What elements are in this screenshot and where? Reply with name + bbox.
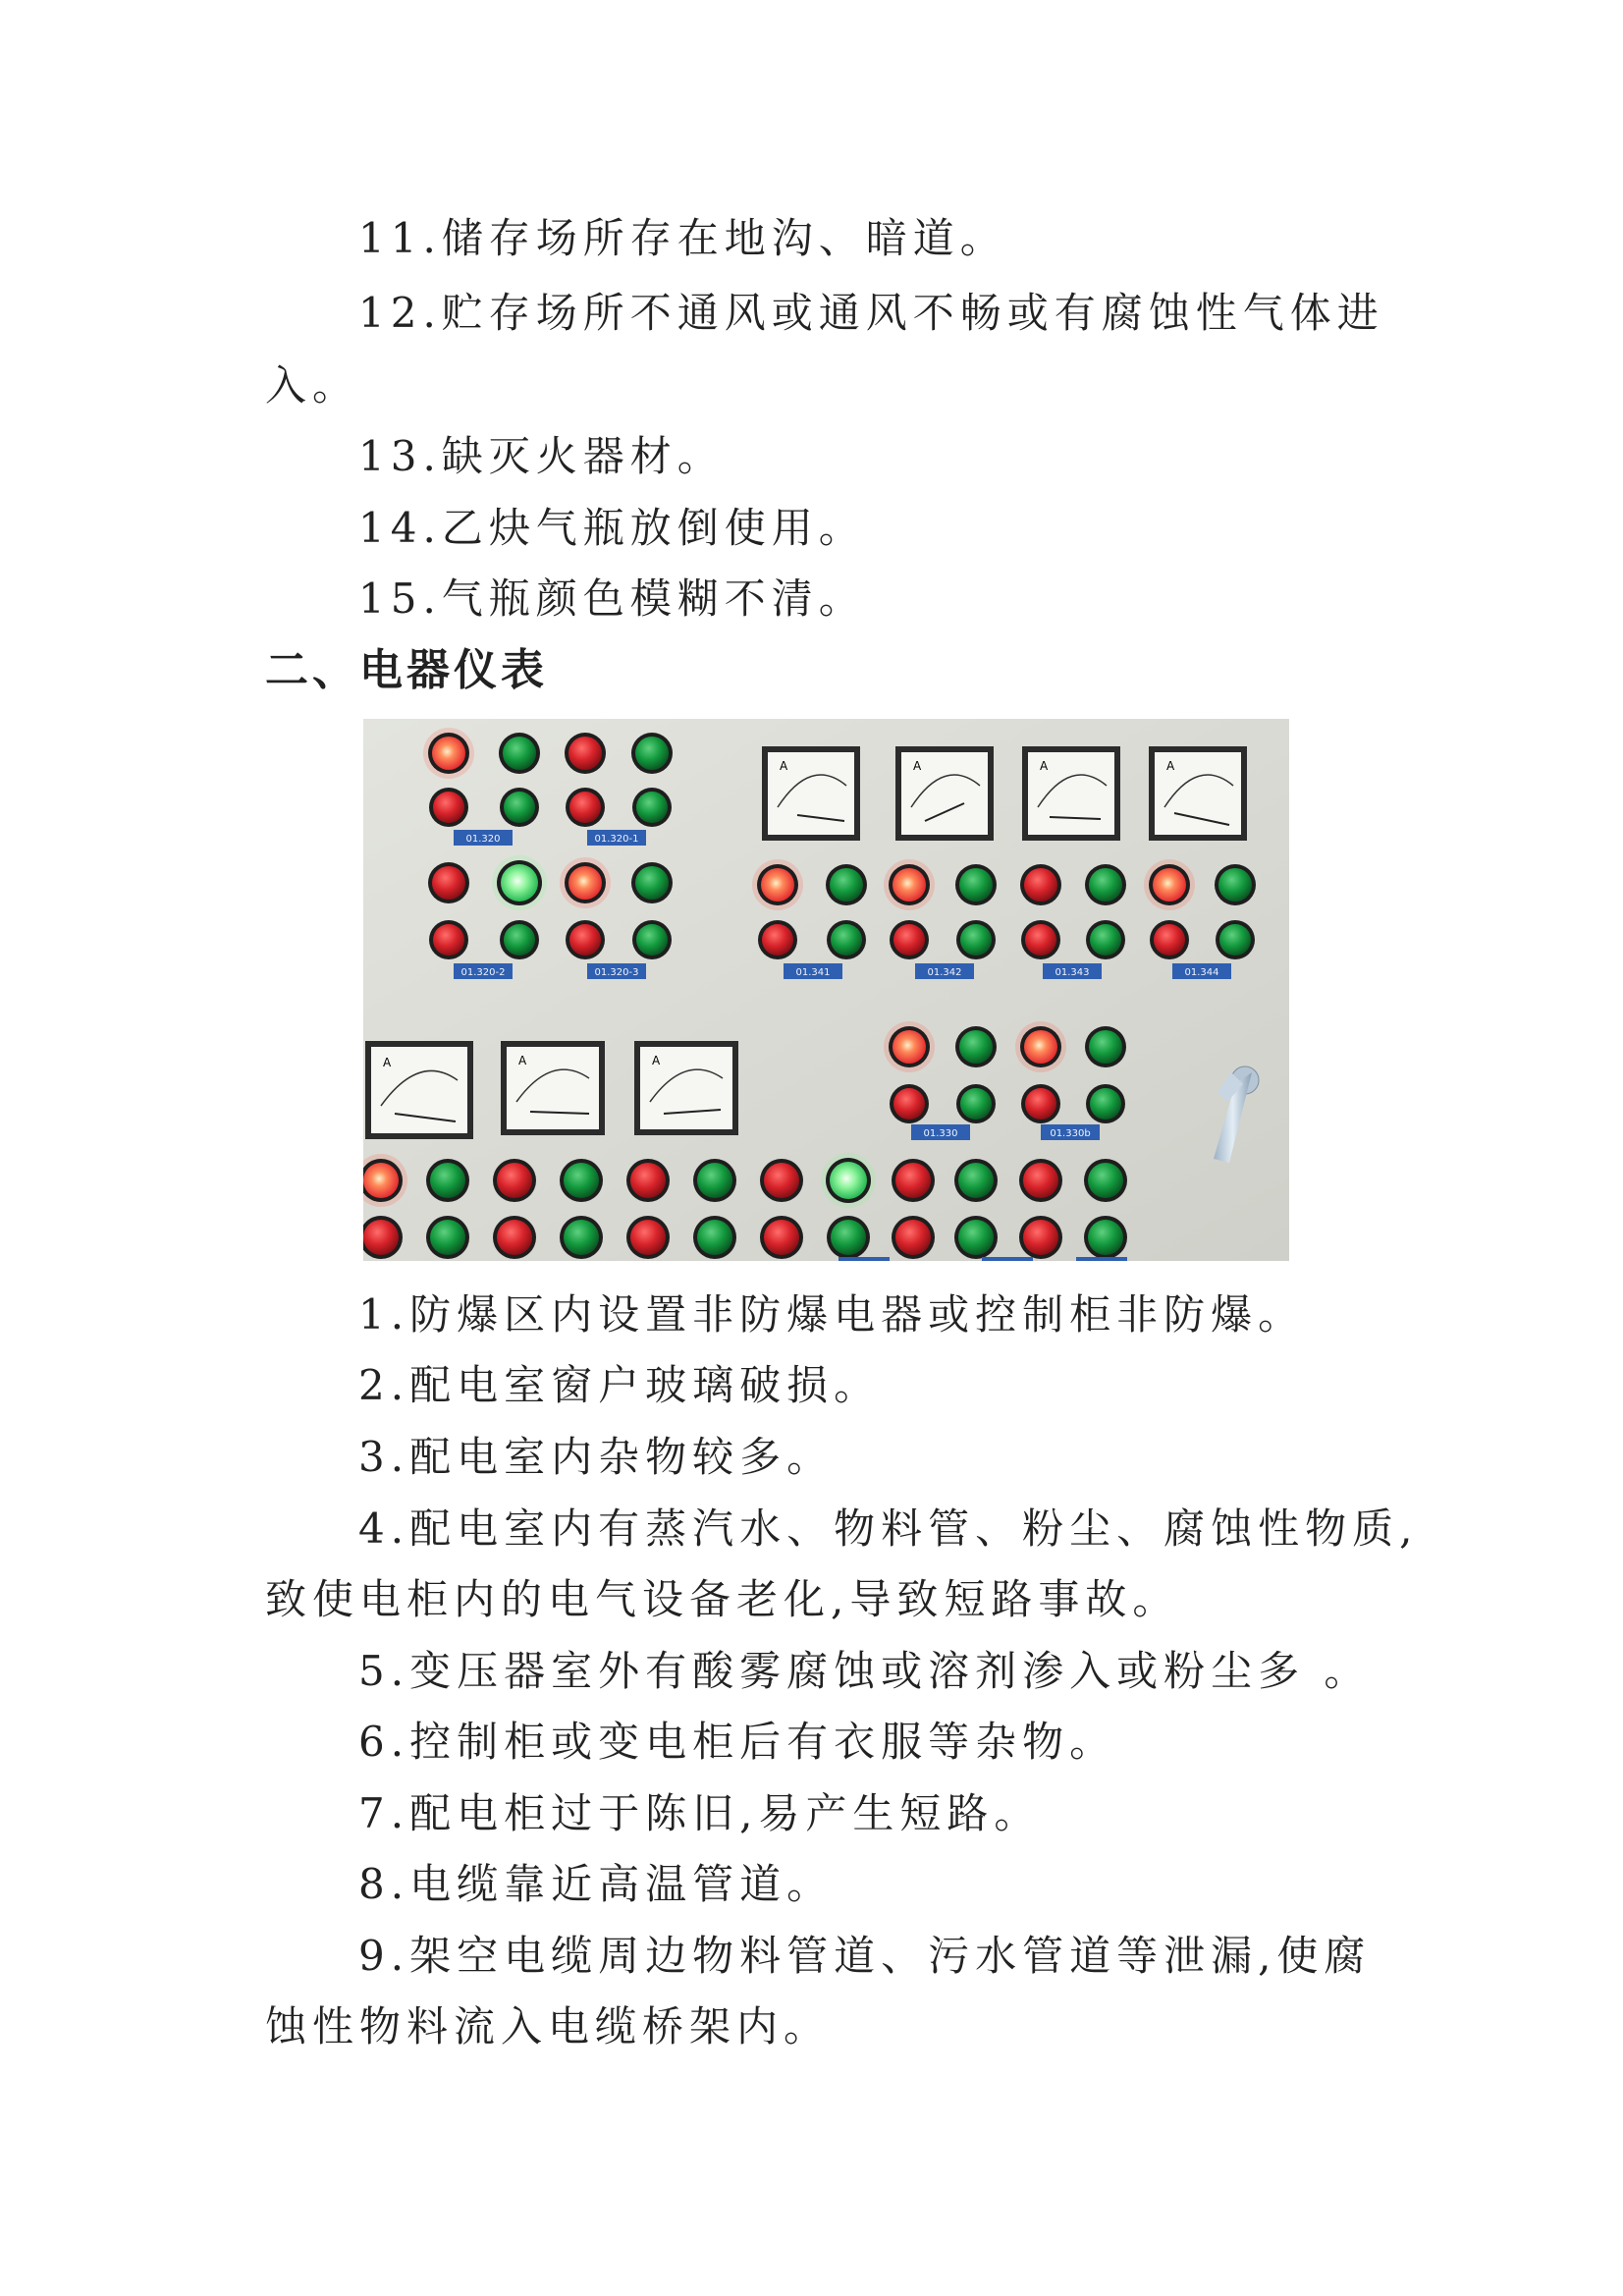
svg-text:01.344: 01.344 xyxy=(1184,967,1219,978)
red-indicator-light xyxy=(752,859,803,910)
red-indicator-light xyxy=(760,1216,803,1259)
red-indicator-light xyxy=(884,859,935,910)
red-indicator-light xyxy=(565,733,606,774)
red-indicator-light xyxy=(493,1159,536,1202)
red-indicator-light xyxy=(892,1159,935,1202)
line-item-13: 13.缺灭火器材。 xyxy=(358,432,725,480)
ammeter xyxy=(365,1041,473,1139)
ammeter xyxy=(634,1041,738,1135)
line-item-8: 8.电缆靠近高温管道。 xyxy=(358,1860,835,1908)
line-item-9-b: 蚀性物料流入电缆桥架内。 xyxy=(265,2002,832,2050)
red-indicator-light xyxy=(429,920,468,959)
panel-tag-label xyxy=(1041,1124,1100,1140)
meter-unit-label: A xyxy=(518,1054,527,1067)
line-item-6: 6.控制柜或变电柜后有衣服等杂物。 xyxy=(358,1718,1117,1766)
green-indicator-light xyxy=(500,788,539,827)
red-indicator-light xyxy=(760,1159,803,1202)
green-indicator-light xyxy=(631,862,673,903)
green-indicator-light xyxy=(1084,1216,1127,1259)
green-indicator-light xyxy=(1086,920,1125,959)
green-indicator-light xyxy=(1216,920,1255,959)
green-indicator-light xyxy=(426,1159,469,1202)
line-item-1: 1.防爆区内设置非防爆电器或控制柜非防爆。 xyxy=(358,1290,1306,1339)
red-indicator-light xyxy=(566,788,605,827)
panel-tag-strip xyxy=(1076,1257,1127,1261)
ammeter xyxy=(1022,746,1120,841)
green-indicator-light xyxy=(956,920,996,959)
ammeter xyxy=(762,746,860,841)
panel-tag-label xyxy=(1043,963,1102,979)
line-item-12-a: 12.贮存场所不通风或通风不畅或有腐蚀性气体进 xyxy=(358,289,1384,337)
red-indicator-light xyxy=(1015,1021,1066,1072)
svg-text:01.330b: 01.330b xyxy=(1050,1128,1091,1139)
svg-text:01.320: 01.320 xyxy=(465,834,501,845)
ammeter xyxy=(1149,746,1247,841)
line-item-9-a: 9.架空电缆周边物料管道、污水管道等泄漏,使腐 xyxy=(358,1932,1372,1980)
green-indicator-light xyxy=(560,1216,603,1259)
green-indicator-light xyxy=(1086,1084,1125,1123)
line-item-7: 7.配电柜过于陈旧,易产生短路。 xyxy=(358,1789,1042,1837)
green-indicator-light xyxy=(631,733,673,774)
panel-tag-label xyxy=(915,963,974,979)
red-indicator-light xyxy=(626,1159,670,1202)
line-item-2: 2.配电室窗户玻璃破损。 xyxy=(358,1361,882,1409)
panel-tag-strip xyxy=(839,1257,890,1261)
green-indicator-light xyxy=(955,864,997,905)
meter-unit-label: A xyxy=(383,1056,392,1069)
red-indicator-light xyxy=(1021,1084,1060,1123)
red-indicator-light xyxy=(1019,1159,1062,1202)
meter-unit-label: A xyxy=(780,759,788,773)
green-indicator-light xyxy=(693,1159,736,1202)
red-indicator-light xyxy=(1150,920,1189,959)
red-indicator-light xyxy=(429,788,468,827)
green-indicator-light xyxy=(826,864,867,905)
green-indicator-light xyxy=(632,788,672,827)
green-indicator-light xyxy=(499,733,540,774)
green-indicator-light xyxy=(632,920,672,959)
ammeter xyxy=(501,1041,605,1135)
svg-text:01.341: 01.341 xyxy=(795,967,831,978)
panel-tag-label xyxy=(587,830,646,846)
meter-unit-label: A xyxy=(1166,759,1175,773)
green-indicator-light xyxy=(827,1216,870,1259)
red-indicator-light xyxy=(626,1216,670,1259)
green-indicator-light xyxy=(1085,1026,1126,1067)
red-indicator-light xyxy=(560,857,611,908)
green-indicator-light xyxy=(426,1216,469,1259)
line-item-3: 3.配电室内杂物较多。 xyxy=(358,1433,835,1481)
meter-unit-label: A xyxy=(652,1054,661,1067)
line-item-14: 14.乙炔气瓶放倒使用。 xyxy=(358,504,866,552)
red-indicator-light xyxy=(1021,920,1060,959)
red-indicator-light xyxy=(884,1021,935,1072)
line-item-5: 5.变压器室外有酸雾腐蚀或溶剂渗入或粉尘多 。 xyxy=(358,1647,1372,1695)
panel-tag-label xyxy=(587,963,646,979)
red-indicator-light xyxy=(566,920,605,959)
svg-text:01.320-2: 01.320-2 xyxy=(460,967,506,978)
panel-tag-strip xyxy=(982,1257,1033,1261)
green-indicator-light xyxy=(500,920,539,959)
red-indicator-light xyxy=(758,920,797,959)
section-heading: 二、电器仪表 xyxy=(265,645,548,695)
green-indicator-light xyxy=(827,920,866,959)
electrical-panel-photo xyxy=(363,719,1289,1261)
green-indicator-light xyxy=(956,1084,996,1123)
line-item-4-a: 4.配电室内有蒸汽水、物料管、粉尘、腐蚀性物质, xyxy=(358,1504,1419,1553)
panel-tag-label xyxy=(911,1124,970,1140)
green-indicator-light xyxy=(1084,1159,1127,1202)
line-item-4-b: 致使电柜内的电气设备老化,导致短路事故。 xyxy=(265,1575,1180,1623)
green-indicator-light xyxy=(954,1216,998,1259)
green-indicator-light xyxy=(955,1026,997,1067)
svg-text:01.320-1: 01.320-1 xyxy=(594,834,639,845)
green-indicator-light xyxy=(693,1216,736,1259)
red-indicator-light xyxy=(1020,864,1061,905)
panel-tag-label xyxy=(454,963,513,979)
red-indicator-light xyxy=(1144,859,1195,910)
green-indicator-light xyxy=(954,1159,998,1202)
red-indicator-light xyxy=(1019,1216,1062,1259)
line-item-12-b: 入。 xyxy=(265,361,360,410)
svg-text:01.330: 01.330 xyxy=(923,1128,958,1139)
green-indicator-light xyxy=(560,1159,603,1202)
panel-tag-label xyxy=(784,963,842,979)
svg-text:01.343: 01.343 xyxy=(1055,967,1090,978)
red-indicator-light xyxy=(423,728,474,779)
red-indicator-light xyxy=(428,862,469,903)
green-indicator-light xyxy=(821,1153,876,1208)
panel-tag-label xyxy=(454,830,513,846)
red-indicator-light xyxy=(890,920,929,959)
meter-unit-label: A xyxy=(913,759,922,773)
ammeter xyxy=(895,746,994,841)
red-indicator-light xyxy=(892,1216,935,1259)
svg-text:01.320-3: 01.320-3 xyxy=(594,967,639,978)
panel-tag-label xyxy=(1172,963,1231,979)
green-indicator-light xyxy=(1085,864,1126,905)
red-indicator-light xyxy=(890,1084,929,1123)
red-indicator-light xyxy=(493,1216,536,1259)
meter-unit-label: A xyxy=(1040,759,1049,773)
green-indicator-light xyxy=(1215,864,1256,905)
green-indicator-light xyxy=(492,855,547,910)
svg-text:01.342: 01.342 xyxy=(927,967,962,978)
line-item-11: 11.储存场所存在地沟、暗道。 xyxy=(358,214,1007,262)
line-item-15: 15.气瓶颜色模糊不清。 xyxy=(358,574,866,623)
